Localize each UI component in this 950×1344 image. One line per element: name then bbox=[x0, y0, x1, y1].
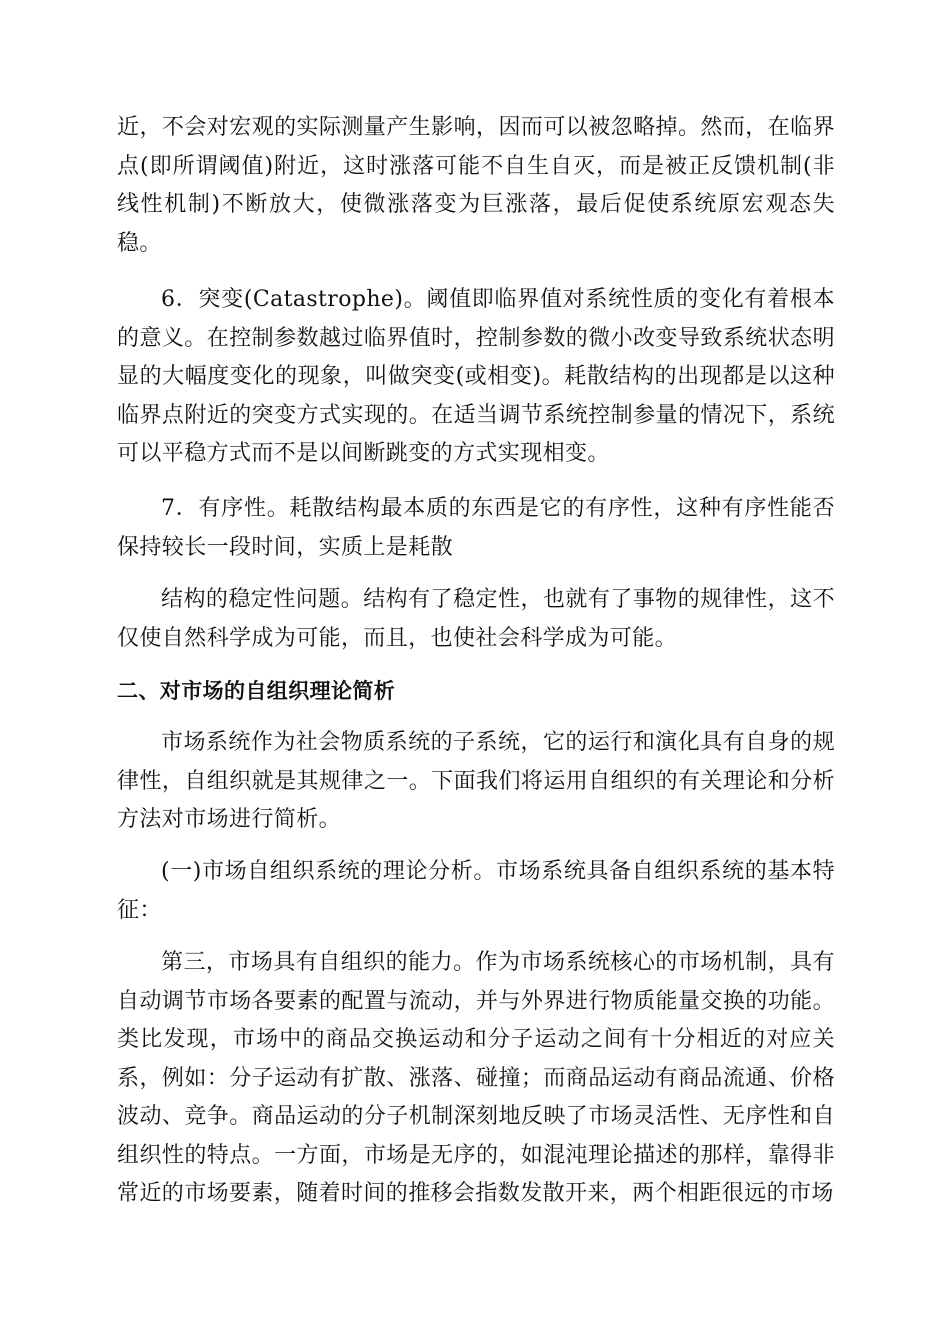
paragraph-structure-stability: 结构的稳定性问题。结构有了稳定性，也就有了事物的规律性，这不仅使自然科学成为可能，而且，也使社会科学成为可能。 bbox=[117, 587, 835, 651]
section-heading: 二、对市场的自组织理论简析 bbox=[117, 679, 396, 703]
paragraph-fluctuation-continued: 近，不会对宏观的实际测量产生影响，因而可以被忽略掉。然而，在临界点(即所谓阈值)附近，这时涨落可能不自生自灭，而是被正反馈机制(非线性机制)不断放大，使微涨落变为巨涨落，最后促使系统原宏观态失稳。 bbox=[117, 115, 835, 256]
paragraph-self-organization-ability: 第三，市场具有自组织的能力。作为市场系统核心的市场机制，具有自动调节市场各要素的配置与流动，并与外界进行物质能量交换的功能。类比发现，市场中的商品交换运动和分子运动之间有十分相近的对应关系，例如：分子运动有扩散、涨落、碰撞；而商品运动有商品流通、价格波动、竞争。商品运动的分子机制深刻地反映了市场灵活性、无序性和自组织性的特点。一方面，市场是无序的，如混沌理论描述的那样，靠得非常近的市场要素，随着时间的推移会指数发散开来，两个相距很远的市场 bbox=[117, 950, 835, 1206]
paragraph-orderliness: 7．有序性。耗散结构最本质的东西是它的有序性，这种有序性能否保持较长一段时间，实质上是耗散 bbox=[117, 496, 835, 560]
paragraph-market-system: 市场系统作为社会物质系统的子系统，它的运行和演化具有自身的规律性，自组织就是其规律之一。下面我们将运用自组织的有关理论和分析方法对市场进行简析。 bbox=[117, 730, 835, 832]
paragraph-theory-analysis: (一)市场自组织系统的理论分析。市场系统具备自组织系统的基本特征： bbox=[117, 859, 835, 923]
paragraph-catastrophe: 6．突变(Catastrophe)。阈值即临界值对系统性质的变化有着根本的意义。在控制参数越过临界值时，控制参数的微小改变导致系统状态明显的大幅度变化的现象，叫做突变(或相变)。耗散结构的出现都是以这种临界点附近的突变方式实现的。在适当调节系统控制参量的情况下，系统可以平稳方式而不是以间断跳变的方式实现相变。 bbox=[117, 287, 835, 466]
